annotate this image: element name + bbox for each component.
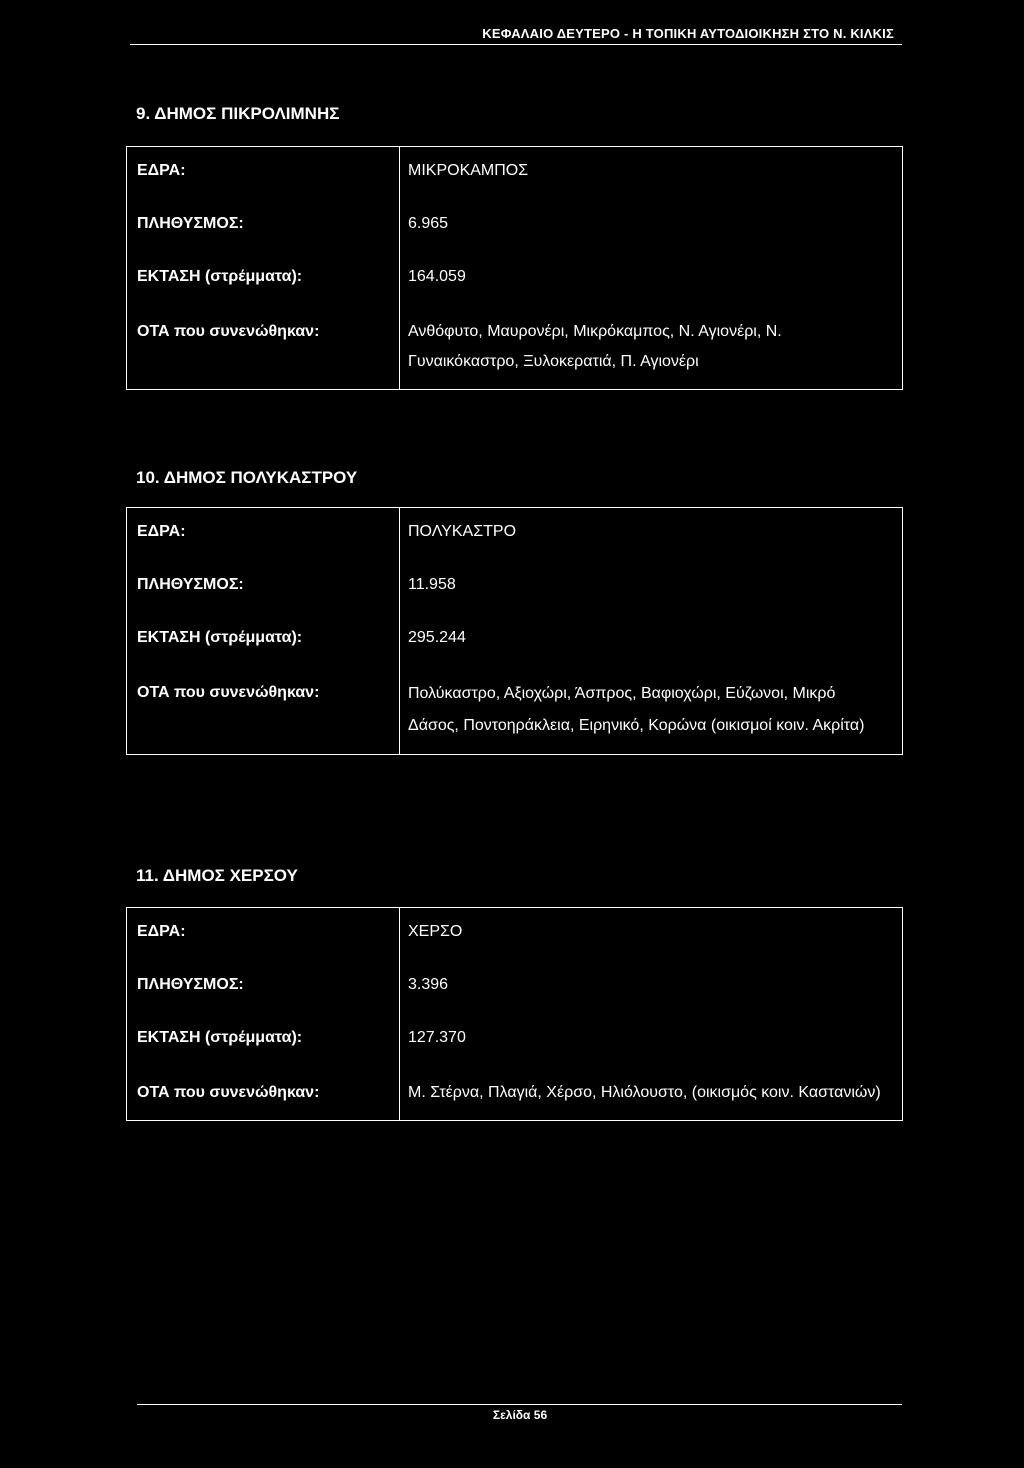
table-row [127,653,903,755]
table-row [127,147,903,187]
seat-label: ΕΔΡΑ: [137,923,186,940]
area-value: 295.244 [400,600,903,653]
municipality-section-11 [126,865,903,1121]
seat-label: ΕΔΡΑ: [137,523,186,540]
info-table [126,146,903,390]
table-row [127,1053,903,1121]
municipality-section-10 [126,467,903,755]
area-label: ΕΚΤΑΣΗ (στρέμματα): [137,268,303,285]
table-row [127,508,903,548]
seat-label: ΕΔΡΑ: [137,162,186,179]
table-row [127,947,903,1000]
table-row [127,1000,903,1053]
seat-value: ΜΙΚΡΟΚΑΜΠΟΣ [400,147,903,187]
header-rule [130,44,902,45]
population-label: ΠΛΗΘΥΣΜΟΣ: [137,576,244,593]
table-row [127,239,903,292]
merged-label: ΟΤΑ που συνενώθηκαν: [137,1084,320,1101]
section-title: 9. ΔΗΜΟΣ ΠΙΚΡΟΛΙΜΝΗΣ [136,104,340,123]
area-label: ΕΚΤΑΣΗ (στρέμματα): [137,1029,303,1046]
table-row [127,600,903,653]
merged-value: Μ. Στέρνα, Πλαγιά, Χέρσο, Ηλιόλουστο, (οικισμός κοιν. Καστανιών) [400,1053,903,1121]
population-value: 11.958 [400,547,903,600]
area-value: 164.059 [400,239,903,292]
section-title: 11. ΔΗΜΟΣ ΧΕΡΣΟΥ [136,866,298,885]
seat-value: ΠΟΛΥΚΑΣΤΡΟ [400,508,903,548]
population-label: ΠΛΗΘΥΣΜΟΣ: [137,215,244,232]
population-value: 6.965 [400,186,903,239]
merged-label: ΟΤΑ που συνενώθηκαν: [137,323,320,340]
table-row [127,292,903,390]
population-value: 3.396 [400,947,903,1000]
info-table [126,907,903,1121]
running-head: ΚΕΦΑΛΑΙΟ ΔΕΥΤΕΡΟ - Η ΤΟΠΙΚΗ ΑΥΤΟΔΙΟΙΚΗΣΗ ΣΤΟ Ν. ΚΙΛΚΙΣ [482,26,894,41]
info-table [126,507,903,755]
section-title: 10. ΔΗΜΟΣ ΠΟΛΥΚΑΣΤΡΟΥ [136,468,358,487]
seat-value: ΧΕΡΣΟ [400,908,903,948]
table-row [127,186,903,239]
merged-value: Πολύκαστρο, Αξιοχώρι, Άσπρος, Βαφιοχώρι, Εύζωνοι, Μικρό Δάσος, Ποντοηράκλεια, Ειρηνικό, Κορώνα (οικισμοί κοιν. Ακρίτα) [400,653,903,755]
table-row [127,908,903,948]
page-number: Σελίδα 56 [492,1408,548,1422]
table-row [127,547,903,600]
area-value: 127.370 [400,1000,903,1053]
footer-rule [137,1404,902,1405]
population-label: ΠΛΗΘΥΣΜΟΣ: [137,976,244,993]
merged-value: Ανθόφυτο, Μαυρονέρι, Μικρόκαμπος, Ν. Αγιονέρι, Ν. Γυναικόκαστρο, Ξυλοκερατιά, Π. Αγιονέρι [400,292,903,390]
merged-label: ΟΤΑ που συνενώθηκαν: [137,684,320,701]
municipality-section-9 [126,103,903,390]
area-label: ΕΚΤΑΣΗ (στρέμματα): [137,629,303,646]
